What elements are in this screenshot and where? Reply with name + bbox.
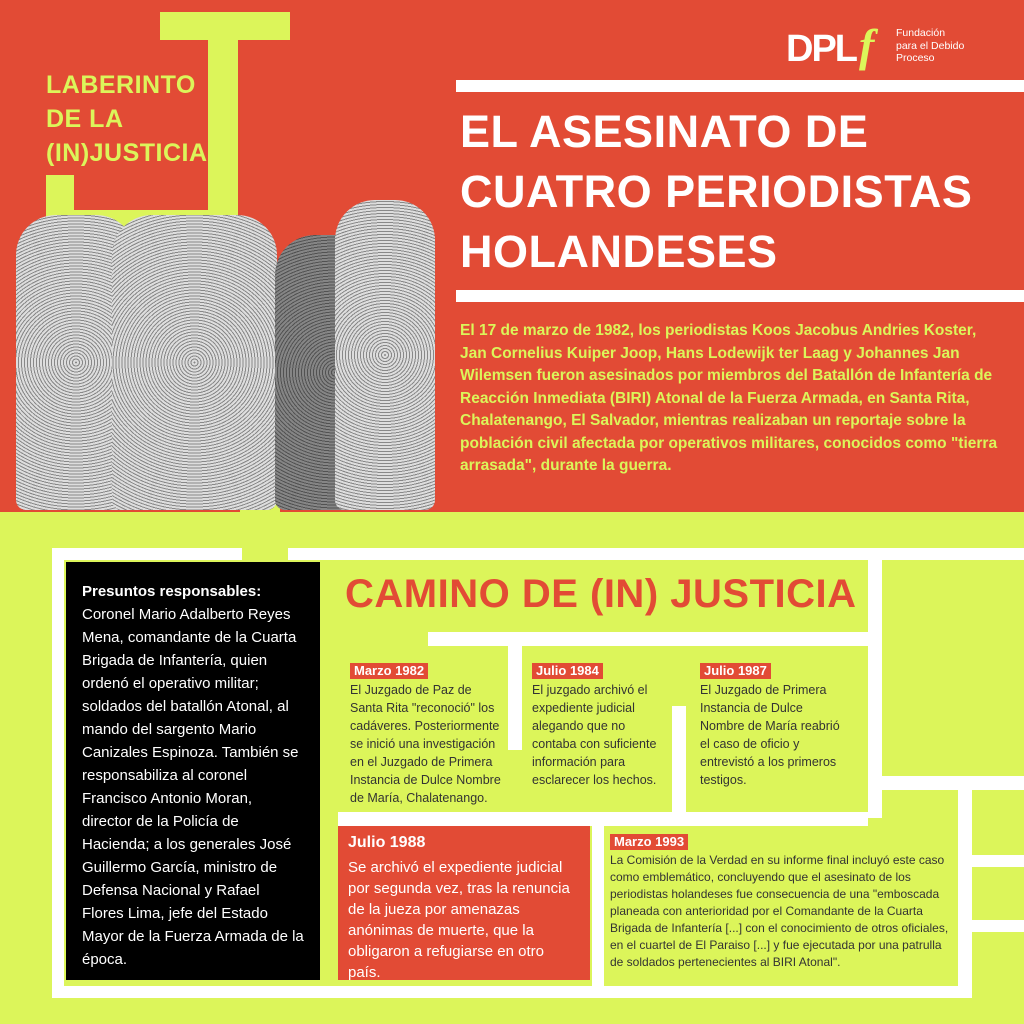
timeline-title: CAMINO DE (IN) JUSTICIA	[345, 572, 857, 616]
timeline-event	[350, 662, 506, 807]
grid-line	[972, 920, 1024, 932]
grid-line	[338, 812, 868, 826]
event-text: La Comisión de la Verdad en su informe final incluyó este caso como emblemático, concluyendo que el asesinato de los periodistas holandeses fue consecuencia de una "emboscada planeada con anterioridad por el Comandante de la Cuarta Brigada de Infantería [...] con el conocimiento de otros oficiales, en el cuartel de El Paraiso [...] y fue ejecutada por una patrulla de soldados pertenecientes al BIRI Atonal".	[610, 853, 949, 969]
event-date: Julio 1988	[348, 834, 426, 851]
event-text: El Juzgado de Primera Instancia de Dulce Nombre de María reabrió el caso de oficio y entrevistó a los primeros testigos.	[700, 683, 840, 787]
frame-line	[208, 12, 238, 242]
event-date: Julio 1984	[532, 663, 603, 679]
responsables-heading: Presuntos responsables:	[82, 583, 262, 600]
grid-line	[52, 986, 972, 998]
logo-sub-line: Fundación	[896, 27, 946, 39]
logo-sub-line: Proceso	[896, 52, 935, 64]
dplf-logo	[786, 20, 875, 71]
logo-subtitle	[896, 27, 964, 65]
divider	[456, 290, 1024, 302]
timeline-event	[610, 834, 955, 971]
grid-line	[672, 706, 686, 812]
grid-line	[508, 646, 522, 750]
logo-f: f	[859, 20, 875, 71]
page-title	[460, 102, 972, 282]
grid-line	[882, 776, 1024, 790]
grid-line	[428, 632, 868, 646]
title-line: CUATRO PERIODISTAS	[460, 166, 973, 217]
responsables-box	[66, 562, 320, 980]
series-label	[46, 68, 208, 170]
grid-line	[972, 855, 1024, 867]
event-text: El juzgado archivó el expediente judicial alegando que no contaba con suficiente información para esclarecer los hechos.	[532, 683, 657, 787]
grid-line	[958, 790, 972, 998]
kicker-line: LABERINTO	[46, 71, 196, 99]
grid-line	[288, 548, 1024, 560]
kicker-line: DE LA	[46, 105, 124, 133]
grid-line	[592, 826, 604, 986]
grid-line	[52, 548, 64, 998]
event-text: El Juzgado de Paz de Santa Rita "reconoció" los cadáveres. Posteriormente se inició una investigación en el Juzgado de Primera Instancia de Dulce Nombre de María, Chalatenango.	[350, 683, 501, 805]
timeline-event	[532, 662, 668, 789]
photo-figure	[112, 215, 277, 510]
title-line: HOLANDESES	[460, 226, 778, 277]
event-date: Marzo 1982	[350, 663, 428, 679]
logo-mark: DPL	[786, 28, 856, 70]
title-line: EL ASESINATO DE	[460, 106, 869, 157]
event-date: Julio 1987	[700, 663, 771, 679]
event-date: Marzo 1993	[610, 834, 688, 850]
event-text: Se archivó el expediente judicial por segunda vez, tras la renuncia de la jueza por amenazas anónimas de muerte, que la obligaron a refugiarse en otro país.	[348, 859, 570, 981]
grid-line	[52, 548, 242, 560]
grid-line	[868, 548, 882, 818]
responsables-text: Coronel Mario Adalberto Reyes Mena, comandante de la Cuarta Brigada de Infantería, quien ordenó el operativo militar; soldados del batallón Atonal, al mando del sargento Mario Canizales Espinoza. También se responsabiliza al coronel Francisco Antonio Moran, director de la Policía de Hacienda; a los generales José Guillermo García, ministro de Defensa Nacional y Rafael Flores Lima, jefe del Estado Mayor de la Fuerza Armada de la época.	[82, 606, 304, 968]
photo-figure	[335, 200, 435, 510]
timeline-event	[338, 826, 590, 980]
kicker-line: (IN)JUSTICIA	[46, 139, 208, 167]
intro-text: El 17 de marzo de 1982, los periodistas Koos Jacobus Andries Koster, Jan Cornelius Kuiper Joop, Hans Lodewijk ter Laag y Johannes Jan Wilemsen fueron asesinados por miembros del Batallón de Infantería de Reacción Inmediata (BIRI) Atonal de la Fuerza Armada, en Santa Rita, Chalatenango, El Salvador, mientras realizaban un reportaje sobre la población civil afectada por operativos militares, conocidos como "tierra arrasada", durante la guerra.	[460, 322, 998, 474]
logo-sub-line: para el Debido	[896, 39, 965, 52]
divider	[456, 80, 1024, 92]
timeline-event	[700, 662, 850, 789]
